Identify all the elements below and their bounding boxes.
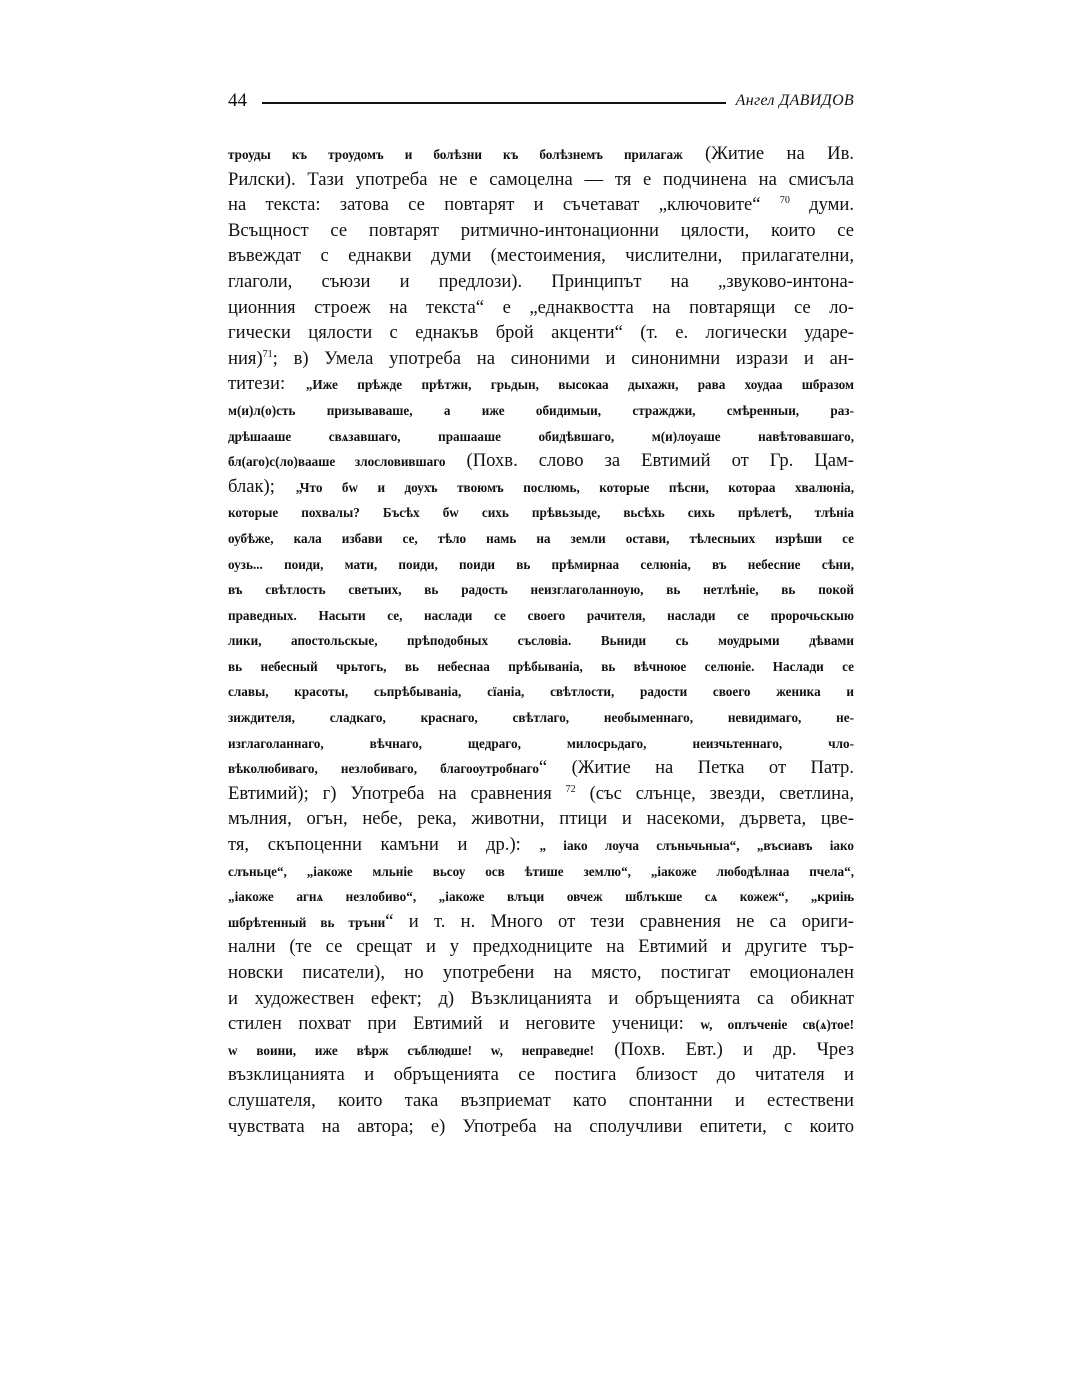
text-run: въвеждат с еднакви думи (местоимения, числителни, прилагателни, — [228, 245, 854, 267]
running-header — [228, 86, 854, 116]
footnote-ref[interactable]: 71 — [262, 348, 273, 360]
old-slavonic-quote: м(и)л(о)сть призываваше, а иже обидимыи, стражджи, смѣренныи, раз- — [228, 402, 854, 418]
text-line — [228, 627, 854, 653]
text-run: ционния строеж на текста“ е „еднаквостта на повтарящи се ло- — [228, 296, 854, 318]
old-slavonic-quote: славы, красоты, сьпрѣбываніа, сїаніа, свѣтлости, радости своего женика и — [228, 684, 854, 700]
old-slavonic-quote: „Что бw и доухъ твоюмъ послюмь, которые пѣсни, котораа хвалюніа, — [295, 479, 854, 495]
old-slavonic-quote: w, оплъченіе св(ѧ)тое! — [700, 1017, 854, 1033]
text-line — [228, 192, 854, 218]
text-line — [228, 167, 854, 193]
old-slavonic-quote: изглаголаннаго, вѣчнаго, щедраго, милосрьдаго, неизчьтеннаго, чло- — [228, 735, 854, 751]
text-line — [228, 243, 854, 269]
old-slavonic-quote: лики, апостольскые, прѣподобных съсловіа. Вьниди сь моудрыми дѣвами — [228, 633, 854, 649]
text-run: Рилски). Тази употреба не е самоцелна — тя е подчинена на смисъла — [228, 168, 854, 190]
text-line — [228, 602, 854, 628]
old-slavonic-quote: дрѣшааше свѧзавшаго, прашааше обидѣвшаго, м(и)лоуаше навѣтовавшаго, — [228, 428, 854, 444]
text-line — [228, 474, 854, 500]
header-rule — [262, 102, 726, 104]
text-run: слушателя, които така възприемат като спонтанни и естествени — [228, 1089, 854, 1111]
text-run: (със слънце, звезди, светлина, — [575, 782, 854, 804]
body-text — [228, 141, 854, 1139]
old-slavonic-quote: которые похвалы? Бъсѣх бw сихь прѣвьзыде, вьсѣхь сихь прѣлетѣ, тлѣніа — [228, 505, 854, 521]
text-run: нални (те се срещат и у предходниците на Евтимий и другите тър- — [228, 936, 854, 958]
old-slavonic-quote: „Иже прѣжде прѣтжн, грьдын, высокаа дыхажн, рава хоудаа шбразом — [305, 377, 854, 393]
text-run: ния) — [228, 347, 263, 369]
old-slavonic-quote: оубѣже, кала избави се, тѣло намь на земли остави, тѣлесныих изрѣши се — [228, 530, 854, 546]
text-line — [228, 346, 854, 372]
old-slavonic-quote: бл(аго)с(ло)вааше злословившаго — [228, 454, 446, 470]
text-line — [228, 960, 854, 986]
text-run: новски писатели), но употребени на място, постигат емоционален — [228, 962, 854, 983]
text-line — [228, 576, 854, 602]
text-run: чувствата на автора; е) Употреба на сполучливи епитети, с които — [228, 1115, 854, 1137]
text-line — [228, 934, 854, 960]
text-line — [228, 551, 854, 577]
text-line — [228, 295, 854, 321]
text-run: стилен похват при Евтимий и неговите ученици: — [228, 1013, 701, 1035]
old-slavonic-quote: въ свѣтлость светыих, вь радость неизглаголанноую, вь нетлѣніе, вь покой — [228, 582, 854, 598]
old-slavonic-quote: вѣколюбиваго, незлобиваго, благооутробнаго — [228, 761, 539, 777]
text-run: думи. — [789, 194, 854, 216]
text-line — [228, 499, 854, 525]
text-run: Евтимий); г) Употреба на сравнения — [228, 782, 566, 804]
text-run: (Похв. Евт.) и др. Чрез — [594, 1038, 854, 1060]
text-line — [228, 781, 854, 807]
text-run: (Похв. слово за Евтимий от Гр. Цам- — [445, 450, 854, 472]
text-run: глаголи, съюзи и предлози). Принципът на „звуково-интона- — [228, 270, 854, 292]
text-run: титези: — [228, 373, 306, 395]
text-run: “ (Житие на Петка от Патр. — [538, 757, 854, 779]
text-line — [228, 858, 854, 884]
text-line — [228, 806, 854, 832]
text-line — [228, 448, 854, 474]
text-run: ; в) Умела употреба на синоними и синонимни изрази и ан- — [272, 347, 854, 369]
old-slavonic-quote: „іакоже агнѧ незлобиво“, „іакоже влъци овчеж шблъкше сѧ кожеж“, „криіњ — [228, 889, 854, 905]
text-line — [228, 397, 854, 423]
text-run: и художествен ефект; д) Възклицанията и обръщенията са обикнат — [228, 987, 854, 1009]
text-line — [228, 141, 854, 167]
text-line — [228, 653, 854, 679]
old-slavonic-quote: „ іако лоуча слъньчьныа“, „въсиавъ іако — [539, 838, 854, 854]
old-slavonic-quote: w воини, иже вѣрж съблюдше! w, неправедне! — [228, 1042, 595, 1058]
footnote-ref[interactable]: 72 — [565, 783, 576, 795]
text-run: Всъщност се повтарят ритмично-интонационни цялости, които се — [228, 219, 854, 241]
text-line — [228, 1088, 854, 1114]
text-line — [228, 218, 854, 244]
text-line — [228, 269, 854, 295]
text-run: (Житие на Ив. — [682, 143, 854, 164]
page-number: 44 — [228, 90, 247, 111]
text-line — [228, 371, 854, 397]
text-run: на текста: затова се повтарят и съчетават „ключовите“ — [228, 194, 780, 216]
text-line — [228, 678, 854, 704]
text-run: блак); — [228, 475, 296, 497]
footnote-ref[interactable]: 70 — [779, 195, 790, 207]
text-run: мълния, огън, небе, река, животни, птици и насекоми, дървета, цве- — [228, 808, 854, 830]
text-line — [228, 320, 854, 346]
text-line — [228, 755, 854, 781]
old-slavonic-quote: троуды къ троудомъ и болѣзни къ болѣзнемъ прилагаж — [228, 147, 683, 162]
text-run: “ и т. н. Много от тези сравнения не са ориги- — [385, 910, 854, 932]
text-line — [228, 730, 854, 756]
text-line — [228, 909, 854, 935]
text-line — [228, 986, 854, 1012]
text-run: тя, скъпоценни камъни и др.): — [228, 834, 540, 856]
text-line — [228, 704, 854, 730]
text-line — [228, 832, 854, 858]
text-line — [228, 1037, 854, 1063]
text-line — [228, 423, 854, 449]
old-slavonic-quote: шбрѣтенный вь тръни — [228, 914, 386, 930]
text-run: възклицанията и обръщенията се постига близост до читателя и — [228, 1064, 854, 1086]
running-header-author: Ангел ДАВИДОВ — [735, 92, 854, 109]
old-slavonic-quote: оузь... поиди, мати, поиди, поиди вь прѣмирнаа селюніа, въ небесние сѣни, — [228, 556, 854, 572]
text-line — [228, 1114, 854, 1140]
text-run: гически цялости с еднакъв брой акценти“ (т. е. логически ударе- — [228, 322, 854, 344]
text-line — [228, 1062, 854, 1088]
old-slavonic-quote: вь небесный чрьтогь, вь небеснаа прѣбываніа, вь вѣчноюе селюніе. Наслади се — [228, 658, 854, 674]
old-slavonic-quote: праведных. Насыти се, наслади се своего рачителя, наслади се пророчьскыю — [228, 607, 854, 623]
old-slavonic-quote: зиждителя, сладкаго, краснаго, свѣтлаго, необыменнаго, невидимаго, не- — [228, 710, 854, 726]
text-line — [228, 525, 854, 551]
text-line — [228, 883, 854, 909]
old-slavonic-quote: слъньце“, „іакоже мльніе вьсоу осв ѣтише землю“, „іакоже любодѣлнаа пчела“, — [228, 863, 854, 879]
text-line — [228, 1011, 854, 1037]
